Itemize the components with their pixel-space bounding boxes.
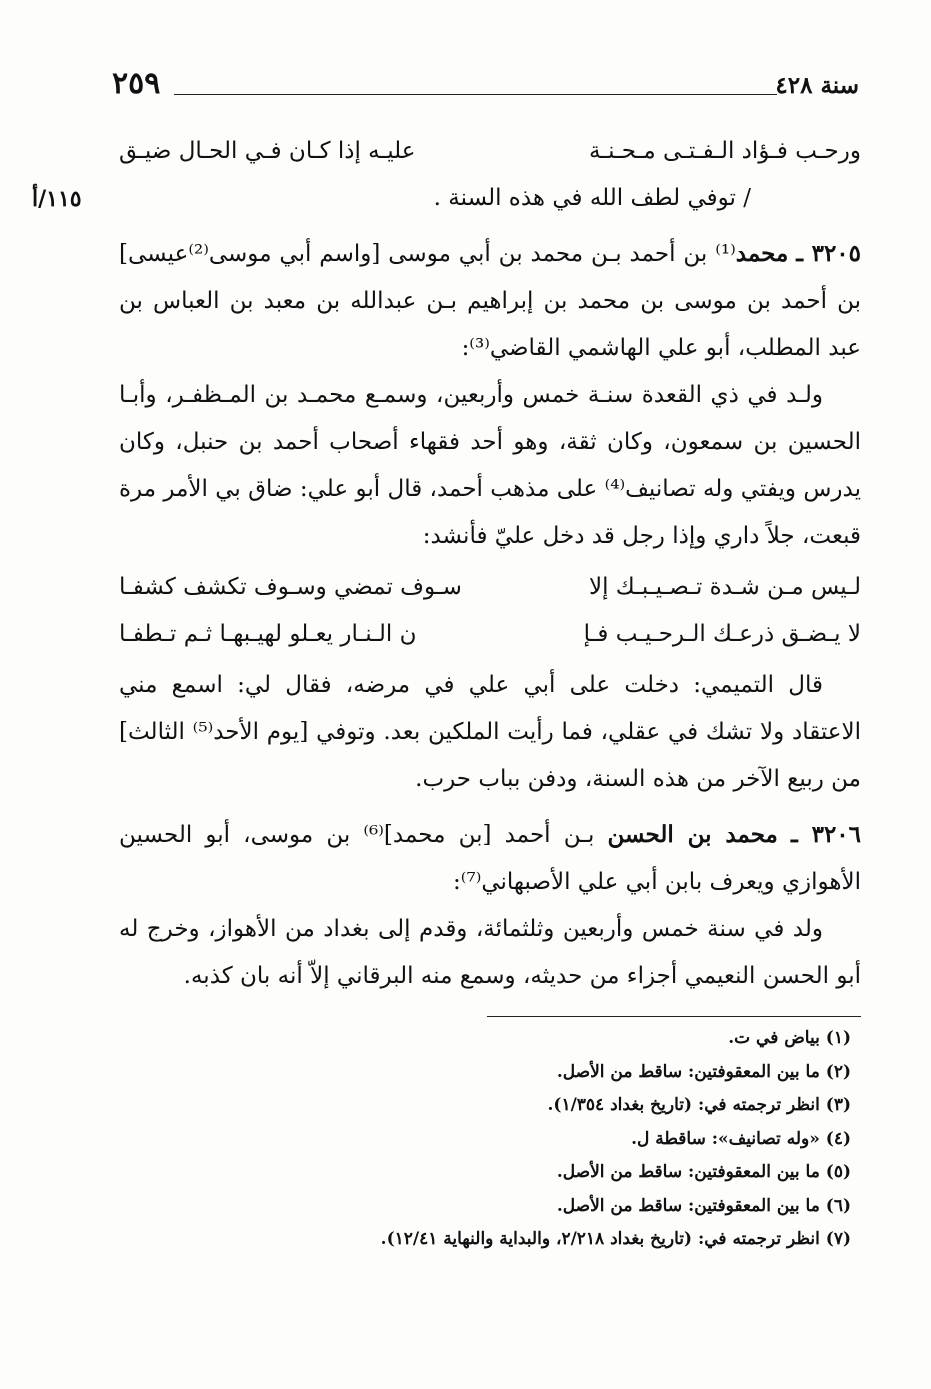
poem-verse-1	[119, 564, 861, 611]
entry-name: محمد بن الحسن	[607, 821, 778, 848]
entry-3206-paragraph-1: ولد في سنة خمس وأربعين وثلثمائة، وقدم إلى بغداد من الأهواز، وخرج له أبو الحسن النعيمي أجزاء من حديثه، وسمع منه البرقاني إلاّ أنه بان كذبه.	[119, 916, 861, 989]
verse-hemistich-second: عليـه إذا كـان فـي الحـال ضيـق	[119, 138, 416, 164]
footnote: (٥) ما بين المعقوفتين: ساقط من الأصل.	[556, 1162, 851, 1182]
footnotes	[111, 1022, 851, 1257]
header-rule	[174, 94, 777, 95]
verse-hemistich-second: سـوف تمضي وسـوف تكشف كشفـا	[119, 574, 462, 600]
entry-3205-heading	[119, 230, 861, 372]
verse-hemistich-first: ورحـب فـؤاد الـفـتـى مـحـنـة	[589, 138, 861, 164]
entry-3206-heading	[119, 811, 861, 906]
page-number: ٢٥٩	[112, 66, 161, 101]
verse-hemistich-first: لا يـضـق ذرعـك الـرحـيـب فـإ	[583, 621, 861, 647]
entry-3205-paragraph-2: قال التميمي: دخلت على أبي علي في مرضه، فقال لي: اسمع مني الاعتقاد ولا تشك في عقلي، فما رأيت الملكين بعد. وتوفي [يوم الأحد⁽⁵⁾ الثالث] من ربيع الآخر من هذه السنة، ودفن بباب حرب.	[119, 672, 862, 792]
footnote: (٣) انظر ترجمته في: (تاريخ بغداد ١/٣٥٤).	[547, 1095, 851, 1115]
opening-verse	[119, 128, 861, 175]
header-year: سنة ٤٢٨	[775, 72, 859, 99]
footnote: (١) بياض في ت.	[728, 1028, 851, 1048]
footnote: (٦) ما بين المعقوفتين: ساقط من الأصل.	[556, 1195, 851, 1216]
entry-number: ٣٢٠٦ ـ	[791, 821, 862, 848]
entry-heading-text: بـن أحمد [بن محمد]⁽⁶⁾ بن موسى، أبو الحسين الأهوازي ويعرف بابن أبي علي الأصبهاني⁽⁷⁾:	[119, 822, 861, 895]
verse-hemistich-first: لـيس مـن شـدة تـصـيـبـك إلا	[588, 574, 861, 600]
folio-margin-note: ١١٥/أ	[32, 186, 82, 212]
running-header	[112, 66, 859, 106]
entry-heading-text: ⁽¹⁾ بن أحمد بـن محمد بن أبي موسى [واسم أبي موسى⁽²⁾عيسى] بن أحمد بن موسى بن محمد بن إبراهيم بـن عبدالله بن معبد بن العباس بن عبد المطلب، أبو علي الهاشمي القاضي⁽³⁾:	[119, 241, 861, 361]
verse-hemistich-second: ن الـنـار يعـلو لهيـبهـا ثـم تـطفـا	[119, 621, 417, 647]
main-text	[119, 128, 861, 1000]
death-note-line: / توفي لطف الله في هذه السنة .	[433, 185, 751, 211]
poem	[119, 564, 861, 658]
footnote: (٢) ما بين المعقوفتين: ساقط من الأصل.	[556, 1061, 851, 1082]
footnote: (٧) انظر ترجمته في: (تاريخ بغداد ٢/٢١٨، والبداية والنهاية ١٢/٤١).	[380, 1229, 851, 1249]
poem-verse-2	[119, 611, 861, 658]
footnote-separator	[487, 1016, 861, 1017]
entry-3205-paragraph-1: ولـد في ذي القعدة سنـة خمس وأربعين، وسمـع محمـد بن المـظفـر، وأبـا الحسين بن سمعون، وكان ثقة، وهو أحد فقهاء أصحاب أحمد بن حنبل، وكان يدرس ويفتي وله تصانيف⁽⁴⁾ على مذهب أحمد، قال أبو علي: ضاق بي الأمر مرة قبعت، جلاً داري وإذا رجل قد دخل عليّ فأنشد:	[119, 382, 861, 549]
entry-name: محمد	[735, 240, 789, 267]
footnote: (٤) «وله تصانيف»: ساقطة ل.	[631, 1128, 851, 1149]
entry-number: ٣٢٠٥ ـ	[796, 240, 862, 267]
